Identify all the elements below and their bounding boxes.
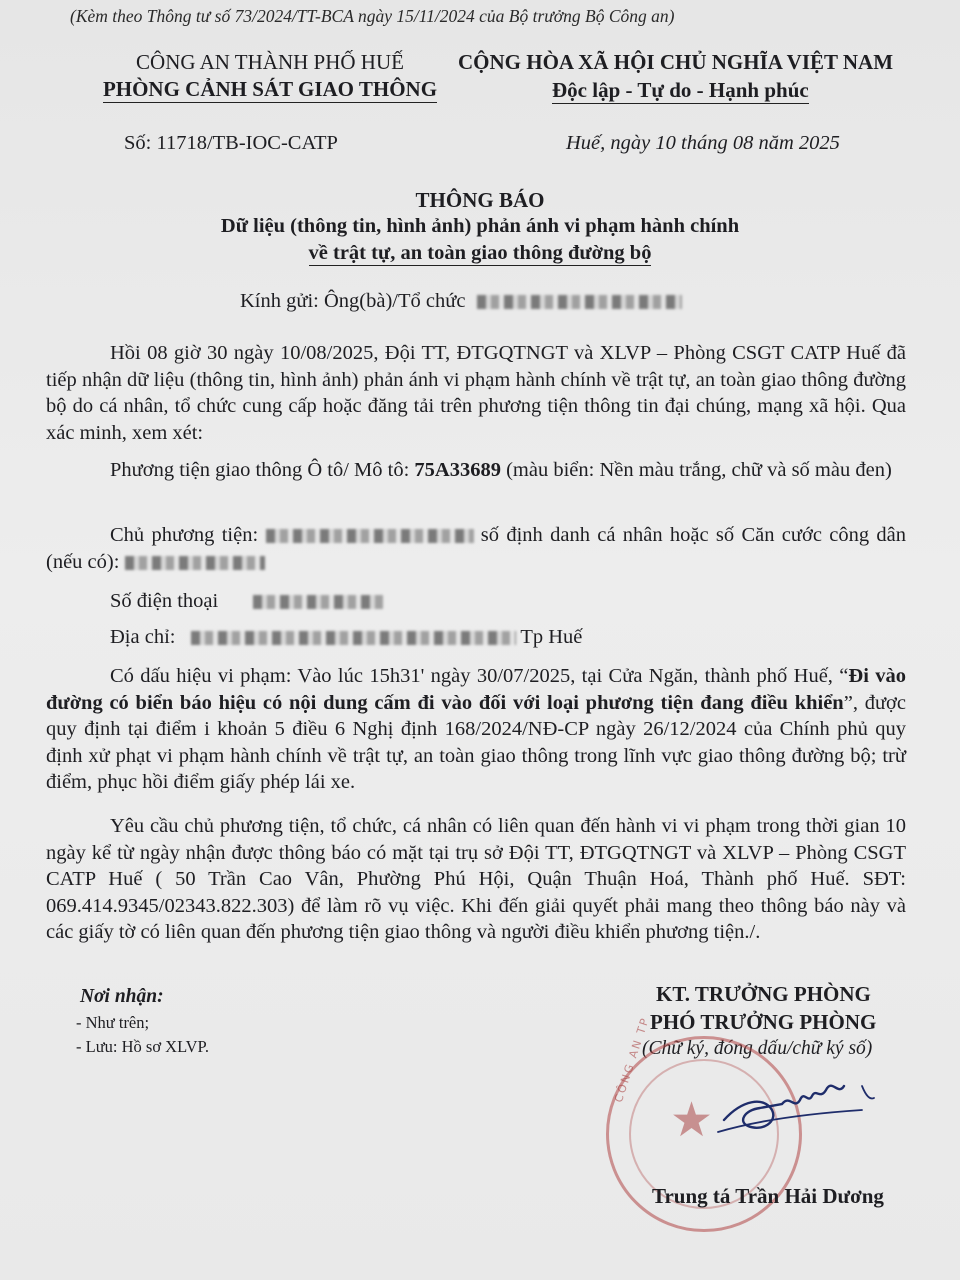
sign-title-2: PHÓ TRƯỞNG PHÒNG (650, 1010, 877, 1034)
request-paragraph: Yêu cầu chủ phương tiện, tổ chức, cá nhân có liên quan đến hành vi vi phạm trong thời gian 10 ngày kể từ ngày nhận được thông báo có mặt tại trụ sở Đội TT, ĐTGQTNGT và XLVP – Phòng CSGT CATP Huế ( 50 Trần Cao Vân, Phường Phú Hội, Quận Thuận Hoá, Thành phố Huế. SĐT: 069.414.9345/02343.822.303) để làm rõ vụ việc. Khi đến giải quyết phải mang theo thông báo này và các giấy tờ có liên quan đến phương tiện giao thông và người điều khiển phương tiện./. (46, 815, 906, 943)
document-subtitle-1: Dữ liệu (thông tin, hình ảnh) phản ánh vi phạm hành chính (220, 215, 740, 237)
redacted-recipient (477, 295, 682, 309)
sign-title-1: KT. TRƯỞNG PHÒNG (656, 982, 871, 1006)
redacted-address (191, 631, 516, 645)
redacted-owner-id (125, 556, 265, 570)
recipients-label: Nơi nhận: (80, 986, 164, 1007)
place-date: Huế, ngày 10 tháng 08 năm 2025 (566, 132, 840, 154)
intro-paragraph: Hồi 08 giờ 30 ngày 10/08/2025, Đội TT, ĐTGQTNGT và XLVP – Phòng CSGT CATP Huế đã tiếp nhận dữ liệu (thông tin, hình ảnh) phản ánh vi phạm hành chính về trật tự, an toàn giao thông đường bộ do cá nhân, tổ chức cung cấp hoặc đăng tải trên phương tiện thông tin đại chúng, mạng xã hội. Qua xác minh, xem xét: (46, 342, 906, 444)
document-subtitle-2: về trật tự, an toàn giao thông đường bộ (308, 242, 652, 264)
document-number: Số: 11718/TB-IOC-CATP (124, 132, 338, 154)
violation-description: Đi vào đường có biển báo hiệu có nội dung cấm đi vào đối với loại phương tiện đang điều khiển (46, 665, 906, 714)
address-line: Địa chỉ: Tp Huế (110, 626, 583, 648)
top-note: (Kèm theo Thông tư số 73/2024/TT-BCA ngày 15/11/2024 của Bộ trưởng Bộ Công an) (70, 6, 675, 26)
sign-note: (Chữ ký, đóng dấu/chữ ký số) (642, 1038, 873, 1059)
document-title: THÔNG BÁO (415, 188, 545, 212)
vehicle-paragraph: Phương tiện giao thông Ô tô/ Mô tô: 75A33689 (màu biển: Nền màu trắng, chữ và số màu đen) (110, 459, 892, 481)
redacted-phone (253, 595, 383, 609)
recipient-line (240, 290, 682, 313)
nation-line2: Độc lập - Tự do - Hạnh phúc (552, 78, 809, 102)
nation-line1: CỘNG HÒA XÃ HỘI CHỦ NGHĨA VIỆT NAM (458, 50, 894, 74)
owner-paragraph: Chủ phương tiện: số định danh cá nhân hoặc số Căn cước công dân (nếu có): (46, 524, 907, 573)
redacted-owner-name (266, 529, 474, 543)
seal-star-icon: ★ (670, 1094, 714, 1147)
agency-line2: PHÒNG CẢNH SÁT GIAO THÔNG (102, 77, 438, 101)
phone-line: Số điện thoại (110, 590, 383, 613)
recipient-item-2: - Lưu: Hồ sơ XLVP. (76, 1037, 210, 1056)
handwritten-signature (712, 1070, 882, 1150)
recipient-item-1: - Như trên; (76, 1013, 150, 1032)
violation-paragraph: Có dấu hiệu vi phạm: Vào lúc 15h31' ngày 30/07/2025, tại Cửa Ngăn, thành phố Huế, “Đi vào đường có biển báo hiệu có nội dung cấm đi vào đối với loại phương tiện đang điều khiển”, được quy định tại điểm i khoản 5 điều 6 Nghị định 168/2024/NĐ-CP ngày 26/12/2024 của Chính phủ quy định xử phạt vi phạm hành chính về trật tự, an toàn giao thông trong lĩnh vực giao thông đường bộ; trừ điểm, phục hồi điểm giấy phép lái xe. (46, 665, 906, 793)
license-plate: 75A33689 (414, 459, 501, 481)
seal-text: CÔNG AN TP (612, 1015, 652, 1105)
recipient-label: Kính gửi: Ông(bà)/Tổ chức (240, 290, 466, 312)
signer-name: Trung tá Trần Hải Dương (652, 1184, 884, 1208)
agency-line1: CÔNG AN THÀNH PHỐ HUẾ (136, 50, 404, 74)
